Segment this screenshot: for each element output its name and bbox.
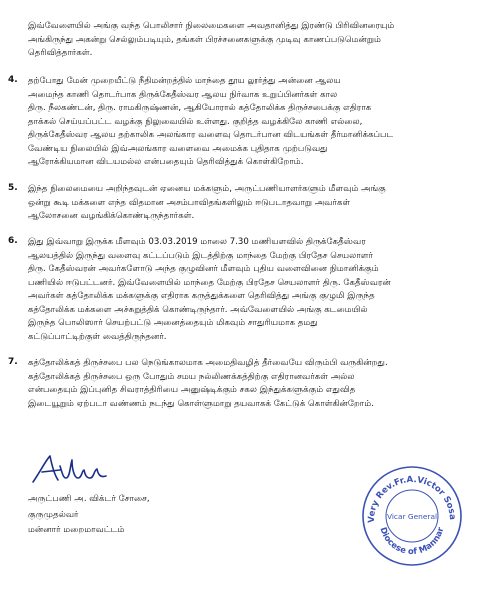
signer-name: அருட்பணி அ. விக்டர் சோசை, <box>28 494 150 504</box>
paragraph-line: இது இவ்வாறு இருக்க மீளவும் 03.03.2019 மாலை 7.30 மணியளவில் திருக்கேதீஸ்வர <box>28 237 366 247</box>
signer-diocese: மன்னார் மறைமாவட்டம் <box>28 525 125 535</box>
paragraph-number: 4. <box>8 75 18 85</box>
paragraph-line: கத்தோலிக்கத் திருச்சபை ஒரு போதும் சமய நல்லிணக்கத்திற்கு எதிரானவர்கள் அல்ல <box>28 371 355 382</box>
seal-bottom-text: Diocese of Mannar <box>378 525 446 557</box>
paragraph-line: ஆலோசனை வழங்கிக்கொண்டிருந்தார்கள். <box>28 211 195 221</box>
paragraph-line: ஒன்று கூடி மக்களை எந்த விதமான அசம்பாவிதங்களிலும் ஈடுபடாதவாறு அவர்கள் <box>28 197 351 208</box>
paragraph-line: பணியில் ஈடுபட்டனர். இவ்வேளையில் மாந்தை மேற்கு பிரதேச செயலாளர் திரு. கேதீஸ்வரன் <box>28 277 391 288</box>
vicar-general-seal <box>360 464 464 568</box>
paragraph-number: 5. <box>8 183 18 193</box>
paragraph-line: தெரிவித்தார்கள். <box>28 48 93 58</box>
handwritten-signature <box>30 452 110 488</box>
paragraph-line: இடையூறும் ஏற்படா வண்ணம் நடந்து கொள்ளுமாறு தயவாகக் கேட்டுக் கொள்கின்றோம். <box>28 398 374 409</box>
paragraph-line: வேண்டிய நிலையில் இவ்அலங்கார வளைவை அமைக்க புதிதாக முற்படுவது <box>28 143 328 154</box>
paragraph-line: தற்போது மேன் முறையீட்டு நீதிமன்றத்தில் மாந்தை தூய லூர்த்து அன்னை ஆலய <box>28 76 341 86</box>
seal-outer-text: Very Rev.Fr.A.Victor Sosa <box>366 474 458 523</box>
paragraph-line: இந்த நிலைமையை அறிந்தவுடன் ஏனைய மக்களும், அருட்பணியாளர்களும் மீளவும் அங்கு <box>28 184 386 194</box>
paragraph-line: தாக்கல் செய்யப்பட்ட வழக்கு நிலுவையில் உள்ளது. குறித்த வழக்கிலே காணி எல்லை, <box>28 116 363 127</box>
paragraph-line: அங்கிருந்து அகன்று செல்லும்படியும், தங்கள் பிரச்சனைகளுக்கு முடிவு காணப்படுமென்றும் <box>28 34 381 45</box>
paragraph-line: திரு. நீலகண்டன், திரு. ராமகிருஷ்ணன், ஆகியோரால் கத்தோலிக்க திருச்சபைக்கு எதிராக <box>28 103 372 113</box>
paragraph-line: கத்தோலிக்க மக்களை அச்சுறுத்திக் கொண்டிருந்தார். அவ்வேளையில் அங்கு கடமையில் <box>28 304 368 315</box>
paragraph-line: இருந்த பொலிஸார் செயற்பட்டு அனைத்தையும் மிகவும் சாதுரியமாக தமது <box>28 318 318 328</box>
paragraph-line: திருக்கேதீஸ்வர ஆலய தற்காலிக அலங்கார வளைவு தொடர்பான விடயங்கள் தீர்மானிக்கப்பட <box>28 130 394 140</box>
paragraph-number: 7. <box>8 357 18 367</box>
paragraph-line: அவர்கள் கத்தோலிக்க மக்களுக்கு எதிராக கருத்துக்களை தெரிவித்து அங்கு குழுமி இருந்த <box>28 291 375 301</box>
paragraph-line: கட்டுப்பாட்டிற்குள் வைத்திருந்தனர். <box>28 331 167 342</box>
paragraph-line: ஆரோக்கியமான விடயமல்ல என்பதையும் தெரிவித்துக் கொள்கிறோம். <box>28 157 304 167</box>
paragraph-line: கத்தோலிக்கத் திருச்சபை பல நெடுங்காலமாக அமைதிவழித் தீர்வையே விரும்பி வருகின்றது. <box>28 358 388 368</box>
paragraph-number: 6. <box>8 236 18 246</box>
signer-title: குருமுதல்வர் <box>28 510 79 520</box>
paragraph-line: இவ்வேளையில் அங்கு வந்த பொலிசார் நிலைமைகளை அவதானித்து இரண்டு பிரிவினரையும் <box>28 21 395 31</box>
seal-center-text: Vicar General <box>386 512 438 521</box>
paragraph-line: அமைந்த காணி தொடர்பாக திருக்கேதீஸ்வர ஆலய நிர்வாக உறுப்பினர்கள் கால <box>28 89 338 100</box>
paragraph-line: என்பதையும் இப்புனித சிவராத்திரியை அனுஷ்டிக்கும் சகல இந்துக்களுக்கும் எதுவித <box>28 385 356 395</box>
paragraph-line: திரு. கேதீஸ்வரன் அவர்களோடு அந்த குழுவினர் மீளவும் புதிய வளைவினை நிமானிக்கும் <box>28 264 379 274</box>
paragraph-line: ஆலயத்தில் இருந்து வளைவு கட்டப்படும் இடத்திற்கு மாந்தை மேற்கு பிரதேச செயலாளர் <box>28 250 373 261</box>
